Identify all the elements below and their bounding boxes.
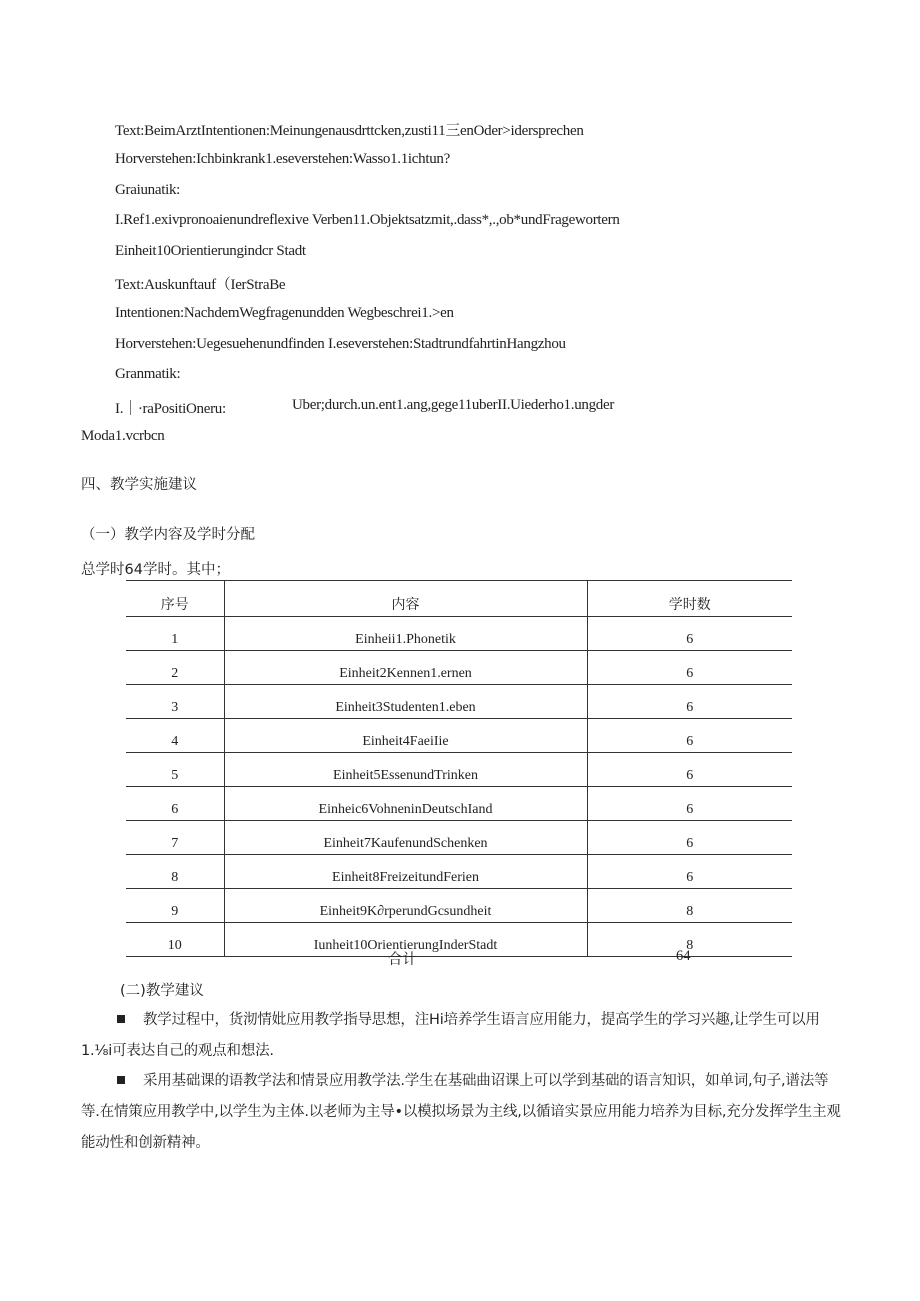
syllabus-line-4: I.Ref1.exivpronoaienundreflexive Verben11.Objektsatzmit,.dass*,.,ob*undFragewortern	[115, 212, 620, 228]
table-row	[126, 719, 792, 753]
sub-heading-suggestions: (二)教学建议	[120, 983, 204, 999]
row-hours: 6	[587, 651, 792, 685]
section-heading: 四、教学实施建议	[81, 477, 197, 493]
grammar-line-left: I.｜·raPositiOneru:	[115, 401, 226, 417]
table-row	[126, 753, 792, 787]
table-header-row	[126, 581, 792, 617]
row-content: Einheic6VohneninDeutschIand	[224, 787, 587, 821]
schedule-table	[126, 580, 792, 957]
row-index: 9	[126, 889, 224, 923]
suggestion-text-1: 教学过程中，货沏情妣应用教学指导思想，注Hi培养学生语言应用能力，提高学生的学习兴趣,让学生可以用1.⅛i可表达自己的观点和想法.	[81, 1012, 820, 1059]
syllabus-line-3: Graiunatik:	[115, 182, 181, 198]
suggestion-paragraph-1	[81, 1005, 841, 1067]
syllabus-line-2: Horverstehen:Ichbinkrank1.eseverstehen:Wasso1.1ichtun?	[115, 151, 450, 167]
row-hours: 6	[587, 753, 792, 787]
header-index: 序号	[126, 581, 224, 617]
syllabus-line-9: Granmatik:	[115, 366, 181, 382]
row-hours: 8	[587, 923, 792, 957]
sub-heading-content-hours: （一）教学内容及学时分配	[81, 527, 255, 543]
row-content: Einheii1.Phonetik	[224, 617, 587, 651]
header-hours: 学时数	[587, 581, 792, 617]
row-index: 2	[126, 651, 224, 685]
syllabus-line-1: Text:BeimArztIntentionen:Meinungenausdrttcken,zusti11三enOder>idersprechen	[115, 123, 584, 139]
row-index: 8	[126, 855, 224, 889]
total-hours-line: 总学时64学时。其中；	[81, 562, 230, 578]
row-content: Einheit4FaeiIie	[224, 719, 587, 753]
row-hours: 6	[587, 719, 792, 753]
table-total-row	[126, 948, 792, 970]
suggestion-text-2: 采用基础课的语教学法和情景应用教学法.学生在基础曲诏课上可以学到基础的语言知识，如单词,句子,谱法等等.在情策应用教学中,以学生为主体.以老师为主导•以模拟场景为主线,以循谙实景应用能力培养为目标,充分发挥学生主观能动性和创新精神。	[81, 1073, 841, 1151]
row-index: 1	[126, 617, 224, 651]
row-content: Einheit5EssenundTrinken	[224, 753, 587, 787]
total-value: 64	[676, 948, 691, 964]
row-index: 6	[126, 787, 224, 821]
suggestion-paragraph-2	[81, 1066, 841, 1159]
total-label: 合计	[388, 952, 417, 968]
row-hours: 6	[587, 855, 792, 889]
row-hours: 6	[587, 787, 792, 821]
row-hours: 6	[587, 617, 792, 651]
grammar-line-right: Uber;durch.un.ent1.ang,gege11uberII.Uiederho1.ungder	[292, 397, 615, 413]
table-row	[126, 889, 792, 923]
continuation-line: Moda1.vcrbcn	[81, 428, 165, 444]
row-index: 7	[126, 821, 224, 855]
row-content: Iunheit10OrientierungInderStadt	[224, 923, 587, 957]
square-bullet-icon	[117, 1076, 125, 1084]
row-hours: 6	[587, 821, 792, 855]
row-content: Einheit2Kennen1.ernen	[224, 651, 587, 685]
square-bullet-icon	[117, 1015, 125, 1023]
row-index: 3	[126, 685, 224, 719]
row-hours: 8	[587, 889, 792, 923]
row-index: 10	[126, 923, 224, 957]
row-content: Einheit7KaufenundSchenken	[224, 821, 587, 855]
syllabus-line-6: Text:Auskunftauf（IerStraBe	[115, 277, 286, 293]
table-row	[126, 787, 792, 821]
table-row	[126, 651, 792, 685]
table-row	[126, 855, 792, 889]
row-hours: 6	[587, 685, 792, 719]
syllabus-line-8: Horverstehen:Uegesuehenundfinden I.eseverstehen:StadtrundfahrtinHangzhou	[115, 336, 566, 352]
syllabus-line-7: Intentionen:NachdemWegfragenundden Wegbeschrei1.>en	[115, 305, 454, 321]
row-content: Einheit3Studenten1.eben	[224, 685, 587, 719]
row-index: 5	[126, 753, 224, 787]
table-row	[126, 821, 792, 855]
table-row	[126, 685, 792, 719]
row-content: Einheit8FreizeitundFerien	[224, 855, 587, 889]
row-index: 4	[126, 719, 224, 753]
table-row	[126, 617, 792, 651]
row-content: Einheit9K∂rperundGcsundheit	[224, 889, 587, 923]
header-content: 内容	[224, 581, 587, 617]
syllabus-line-5: Einheit10Orientierungindcr Stadt	[115, 243, 306, 259]
